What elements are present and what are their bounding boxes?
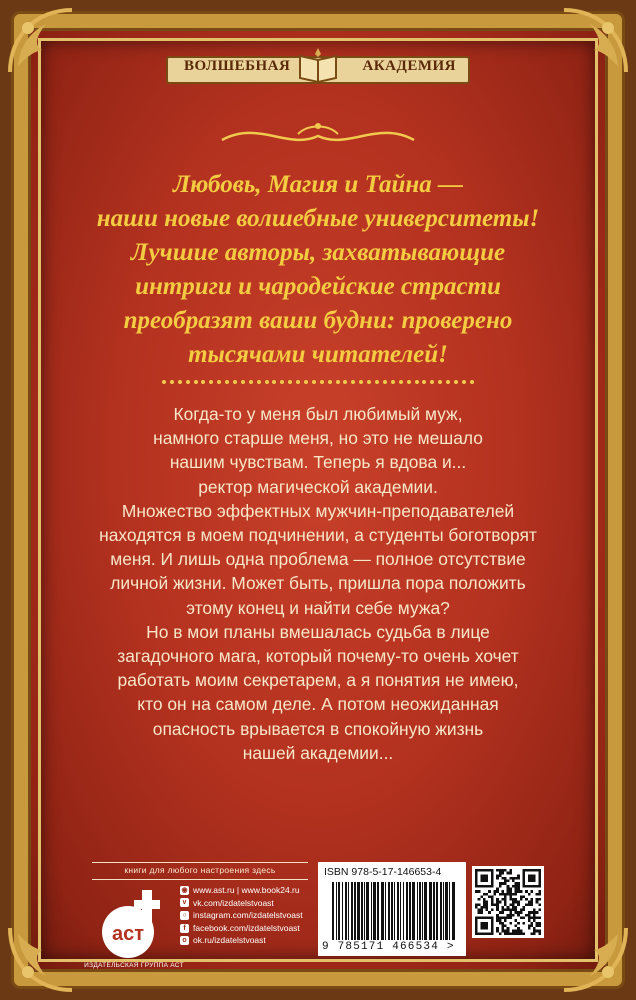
link-ok[interactable]: o ok.ru/izdatelstvoast bbox=[180, 934, 310, 947]
facebook-icon: f bbox=[180, 924, 189, 933]
blurb-line: личной жизни. Может быть, пришла пора положить bbox=[110, 573, 526, 594]
corner-ornament-icon bbox=[6, 6, 76, 76]
qr-code-icon bbox=[475, 869, 541, 935]
series-name-right: АКАДЕМИЯ bbox=[362, 58, 456, 74]
series-banner bbox=[166, 44, 470, 92]
ast-logo-icon bbox=[98, 888, 170, 962]
logo-text: аст bbox=[111, 923, 145, 945]
blurb-line: работать моим секретарем, а я понятия не имею, bbox=[117, 670, 519, 691]
link-website[interactable]: ◉ www.ast.ru | www.book24.ru bbox=[181, 885, 300, 895]
barcode-bars-icon bbox=[332, 882, 458, 940]
blurb-line: меня. И лишь одна проблема — полное отсутствие bbox=[110, 549, 526, 570]
blurb-line: нашей академии... bbox=[242, 742, 394, 763]
publisher-slogan-text: книги для любого настроения здесь bbox=[124, 865, 276, 875]
tagline-line: тысячами читателей! bbox=[188, 341, 448, 368]
flourish-ornament-icon bbox=[218, 116, 418, 156]
qr-code bbox=[472, 866, 544, 938]
corner-ornament-icon bbox=[560, 924, 630, 994]
ean-digits: 9 785171 466534 > bbox=[322, 941, 455, 953]
blurb-line: этому конец и найти себе мужа? bbox=[186, 597, 450, 618]
blurb-line: загадочного мага, который почему-то очень хочет bbox=[117, 646, 519, 667]
link-facebook[interactable]: f facebook.com/izdatelstvoast bbox=[180, 922, 310, 935]
tagline-line: интриги и чародейские страсти bbox=[135, 273, 501, 300]
corner-ornament-icon bbox=[560, 6, 630, 76]
ok-icon: o bbox=[180, 936, 189, 945]
open-book-icon bbox=[296, 44, 340, 84]
blurb-line: кто он на самом деле. А потом неожиданная bbox=[137, 694, 499, 715]
blurb-line: Но в мои планы вмешалась судьба в лице bbox=[146, 621, 490, 642]
isbn-label: ISBN 978-5-17-146653-4 bbox=[324, 866, 442, 878]
tagline-line: наши новые волшебные университеты! bbox=[96, 205, 540, 232]
tagline bbox=[70, 168, 566, 372]
series-name-left: ВОЛШЕБНАЯ bbox=[184, 58, 291, 74]
link-instagram[interactable]: ○ instagram.com/izdatelstvoast bbox=[180, 909, 310, 922]
publisher-caption: ИЗДАТЕЛЬСКАЯ ГРУППА АСТ bbox=[84, 962, 184, 969]
tagline-line: преобразят ваши будни: проверено bbox=[123, 307, 513, 334]
blurb-text bbox=[70, 402, 566, 765]
instagram-icon: ○ bbox=[180, 911, 189, 920]
globe-icon: ◉ bbox=[181, 886, 188, 894]
link-vk[interactable]: v vk.com/izdatelstvoast bbox=[180, 897, 310, 910]
blurb-line: Когда-то у меня был любимый муж, bbox=[173, 404, 463, 424]
corner-ornament-icon bbox=[6, 924, 76, 994]
dotted-divider bbox=[162, 380, 474, 386]
tagline-line: Любовь, Магия и Тайна — bbox=[172, 171, 463, 198]
isbn-barcode bbox=[318, 862, 466, 956]
blurb-line: ректор магической академии. bbox=[198, 476, 438, 497]
publisher-links bbox=[180, 884, 310, 947]
blurb-line: намного старше меня, но это не мешало bbox=[153, 428, 483, 449]
blurb-line: находятся в моем подчинении, а студенты боготворят bbox=[99, 525, 537, 546]
vk-icon: v bbox=[180, 898, 189, 907]
blurb-line: нашим чувствам. Теперь я вдова и... bbox=[169, 452, 467, 473]
tagline-line: Лучшие авторы, захватывающие bbox=[130, 239, 506, 266]
blurb-line: опасность врывается в спокойную жизнь bbox=[152, 718, 484, 739]
publisher-slogan bbox=[92, 862, 308, 880]
blurb-line: Множество эффектных мужчин-преподавателей bbox=[121, 500, 515, 521]
